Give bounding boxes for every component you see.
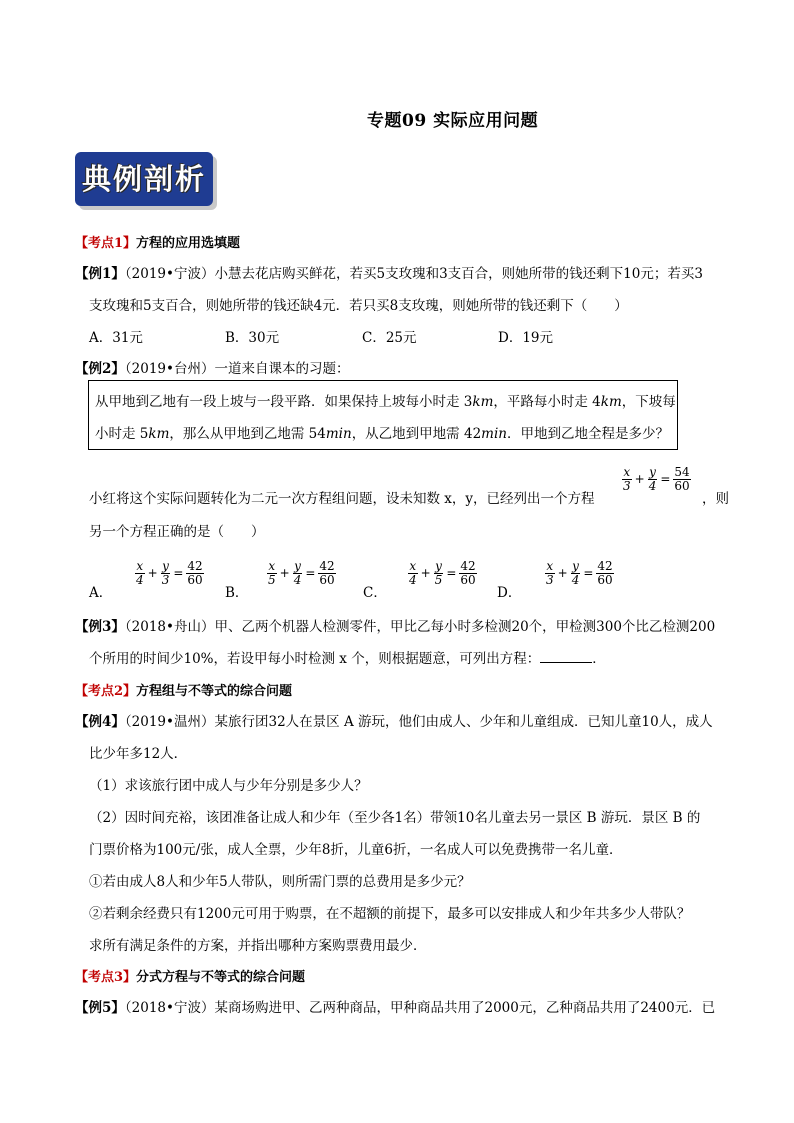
- example-2-option-a-equation: $\frac{x}{4}$ + $\frac{y}{3}$ = $\frac{42}{60}$: [136, 559, 203, 587]
- kaodian-1-heading: [75, 232, 240, 251]
- example-4-line-2: 比少年多12人．: [89, 746, 188, 762]
- example-4-text-1: （2019•温州）某旅行团32人在景区 A 游玩，他们由成人、少年和儿童组成．已知儿童10人，成人: [124, 714, 713, 730]
- problem-box-line-1: 从甲地到乙地有一段上坡与一段平路．如果保持上坡每小时走 3km，平路每小时走 4km，下坡每: [95, 394, 676, 410]
- example-3-line-1: [75, 615, 715, 635]
- kaodian-3-text: 分式方程与不等式的综合问题: [136, 970, 306, 985]
- example-3-text-1: （2018•舟山）甲、乙两个机器人检测零件，甲比乙每小时多检测20个，甲检测300个比乙检测200: [124, 619, 716, 635]
- example-4-question-2-line-1: （2）因时间充裕，该团准备让成人和少年（至少各1名）带领10名儿童去另一景区 B 游玩．景区 B 的: [89, 810, 701, 826]
- example-2-intro: （2019•台州）一道来自课本的习题：: [124, 361, 350, 377]
- kaodian-2-bracket: 【考点2】: [75, 684, 137, 699]
- example-2-line-4: 另一个方程正确的是（ ）: [89, 524, 265, 540]
- example-5-text-1: （2018•宁波）某商场购进甲、乙两种商品，甲种商品共用了2000元，乙种商品共用了2400元．已: [124, 1000, 716, 1016]
- example-2-label: 【例2】: [75, 361, 125, 377]
- example-2-option-b-label: B．: [225, 585, 249, 601]
- kaodian-2-heading: [75, 680, 292, 699]
- banner-label: 典例剖析: [81, 162, 206, 196]
- example-1-line-1: [75, 262, 703, 282]
- example-1-line-2: 支玫瑰和5支百合，则她所带的钱还缺4元．若只买8支玫瑰，则她所带的钱还剩下（ ）: [89, 298, 628, 314]
- example-1-text-1: （2019•宁波）小慧去花店购买鲜花，若买5支玫瑰和3支百合，则她所带的钱还剩下10元；若买3: [124, 266, 703, 282]
- example-2-problem-box: [88, 380, 678, 450]
- example-3-line-2: 个所用的时间少10%，若设甲每小时检测 x 个，则根据题意，可列出方程： ．: [89, 651, 606, 667]
- example-2-line-3: 小红将这个实际问题转化为二元一次方程组问题，设未知数 x，y，已经列出一个方程: [89, 491, 595, 507]
- example-5-label: 【例5】: [75, 1000, 125, 1016]
- kaodian-1-text: 方程的应用选填题: [136, 236, 241, 251]
- example-1-option-d: D．19元: [498, 330, 554, 346]
- page-title: 专题09 实际应用问题: [367, 111, 539, 131]
- example-2-option-b-equation: $\frac{x}{5}$ + $\frac{y}{4}$ = $\frac{42}{60}$: [268, 559, 335, 587]
- kaodian-1-bracket: 【考点1】: [75, 236, 137, 251]
- example-1-option-a: A．31元: [89, 330, 143, 346]
- example-2-option-d-equation: $\frac{x}{3}$ + $\frac{y}{4}$ = $\frac{42}{60}$: [546, 559, 613, 587]
- example-1-label: 【例1】: [75, 266, 125, 282]
- example-5-line-1: [75, 996, 715, 1016]
- kaodian-2-text: 方程组与不等式的综合问题: [136, 684, 293, 699]
- example-4-subquestion-2-line-1: ②若剩余经费只有1200元可用于购票，在不超额的前提下，最多可以安排成人和少年共多少人带队？: [89, 906, 691, 922]
- problem-box-line-2: 小时走 5km，那么从甲地到乙地需 54min，从乙地到甲地需 42min．甲地到乙地全程是多少？: [95, 426, 669, 442]
- example-2-line-3-tail: ，则: [702, 491, 729, 507]
- kaodian-3-heading: [75, 966, 305, 985]
- example-4-subquestion-1: ①若由成人8人和少年5人带队，则所需门票的总费用是多少元？: [89, 874, 471, 890]
- example-2-option-d-label: D．: [497, 585, 522, 601]
- example-4-question-1: （1）求该旅行团中成人与少年分别是多少人？: [89, 778, 368, 794]
- example-2-option-c-label: C．: [363, 585, 387, 601]
- example-4-line-1: [75, 710, 713, 730]
- example-1-option-b: B．30元: [225, 330, 280, 346]
- example-3-label: 【例3】: [75, 619, 125, 635]
- example-2-given-equation: $\frac{x}{3}$ + $\frac{y}{4}$ = $\frac{54}{60}$: [623, 465, 690, 493]
- kaodian-3-bracket: 【考点3】: [75, 970, 137, 985]
- section-banner: [75, 152, 213, 206]
- answer-blank: [540, 662, 592, 663]
- example-4-subquestion-2-line-2: 求所有满足条件的方案，并指出哪种方案购票费用最少．: [89, 938, 427, 954]
- example-4-label: 【例4】: [75, 714, 125, 730]
- example-1-option-c: C．25元: [362, 330, 417, 346]
- example-4-question-2-line-2: 门票价格为100元/张，成人全票，少年8折，儿童6折，一名成人可以免费携带一名儿童．: [89, 842, 623, 858]
- example-2-line-1: [75, 357, 349, 377]
- example-2-option-c-equation: $\frac{x}{4}$ + $\frac{y}{5}$ = $\frac{42}{60}$: [409, 559, 476, 587]
- example-2-option-a-label: A．: [89, 585, 113, 601]
